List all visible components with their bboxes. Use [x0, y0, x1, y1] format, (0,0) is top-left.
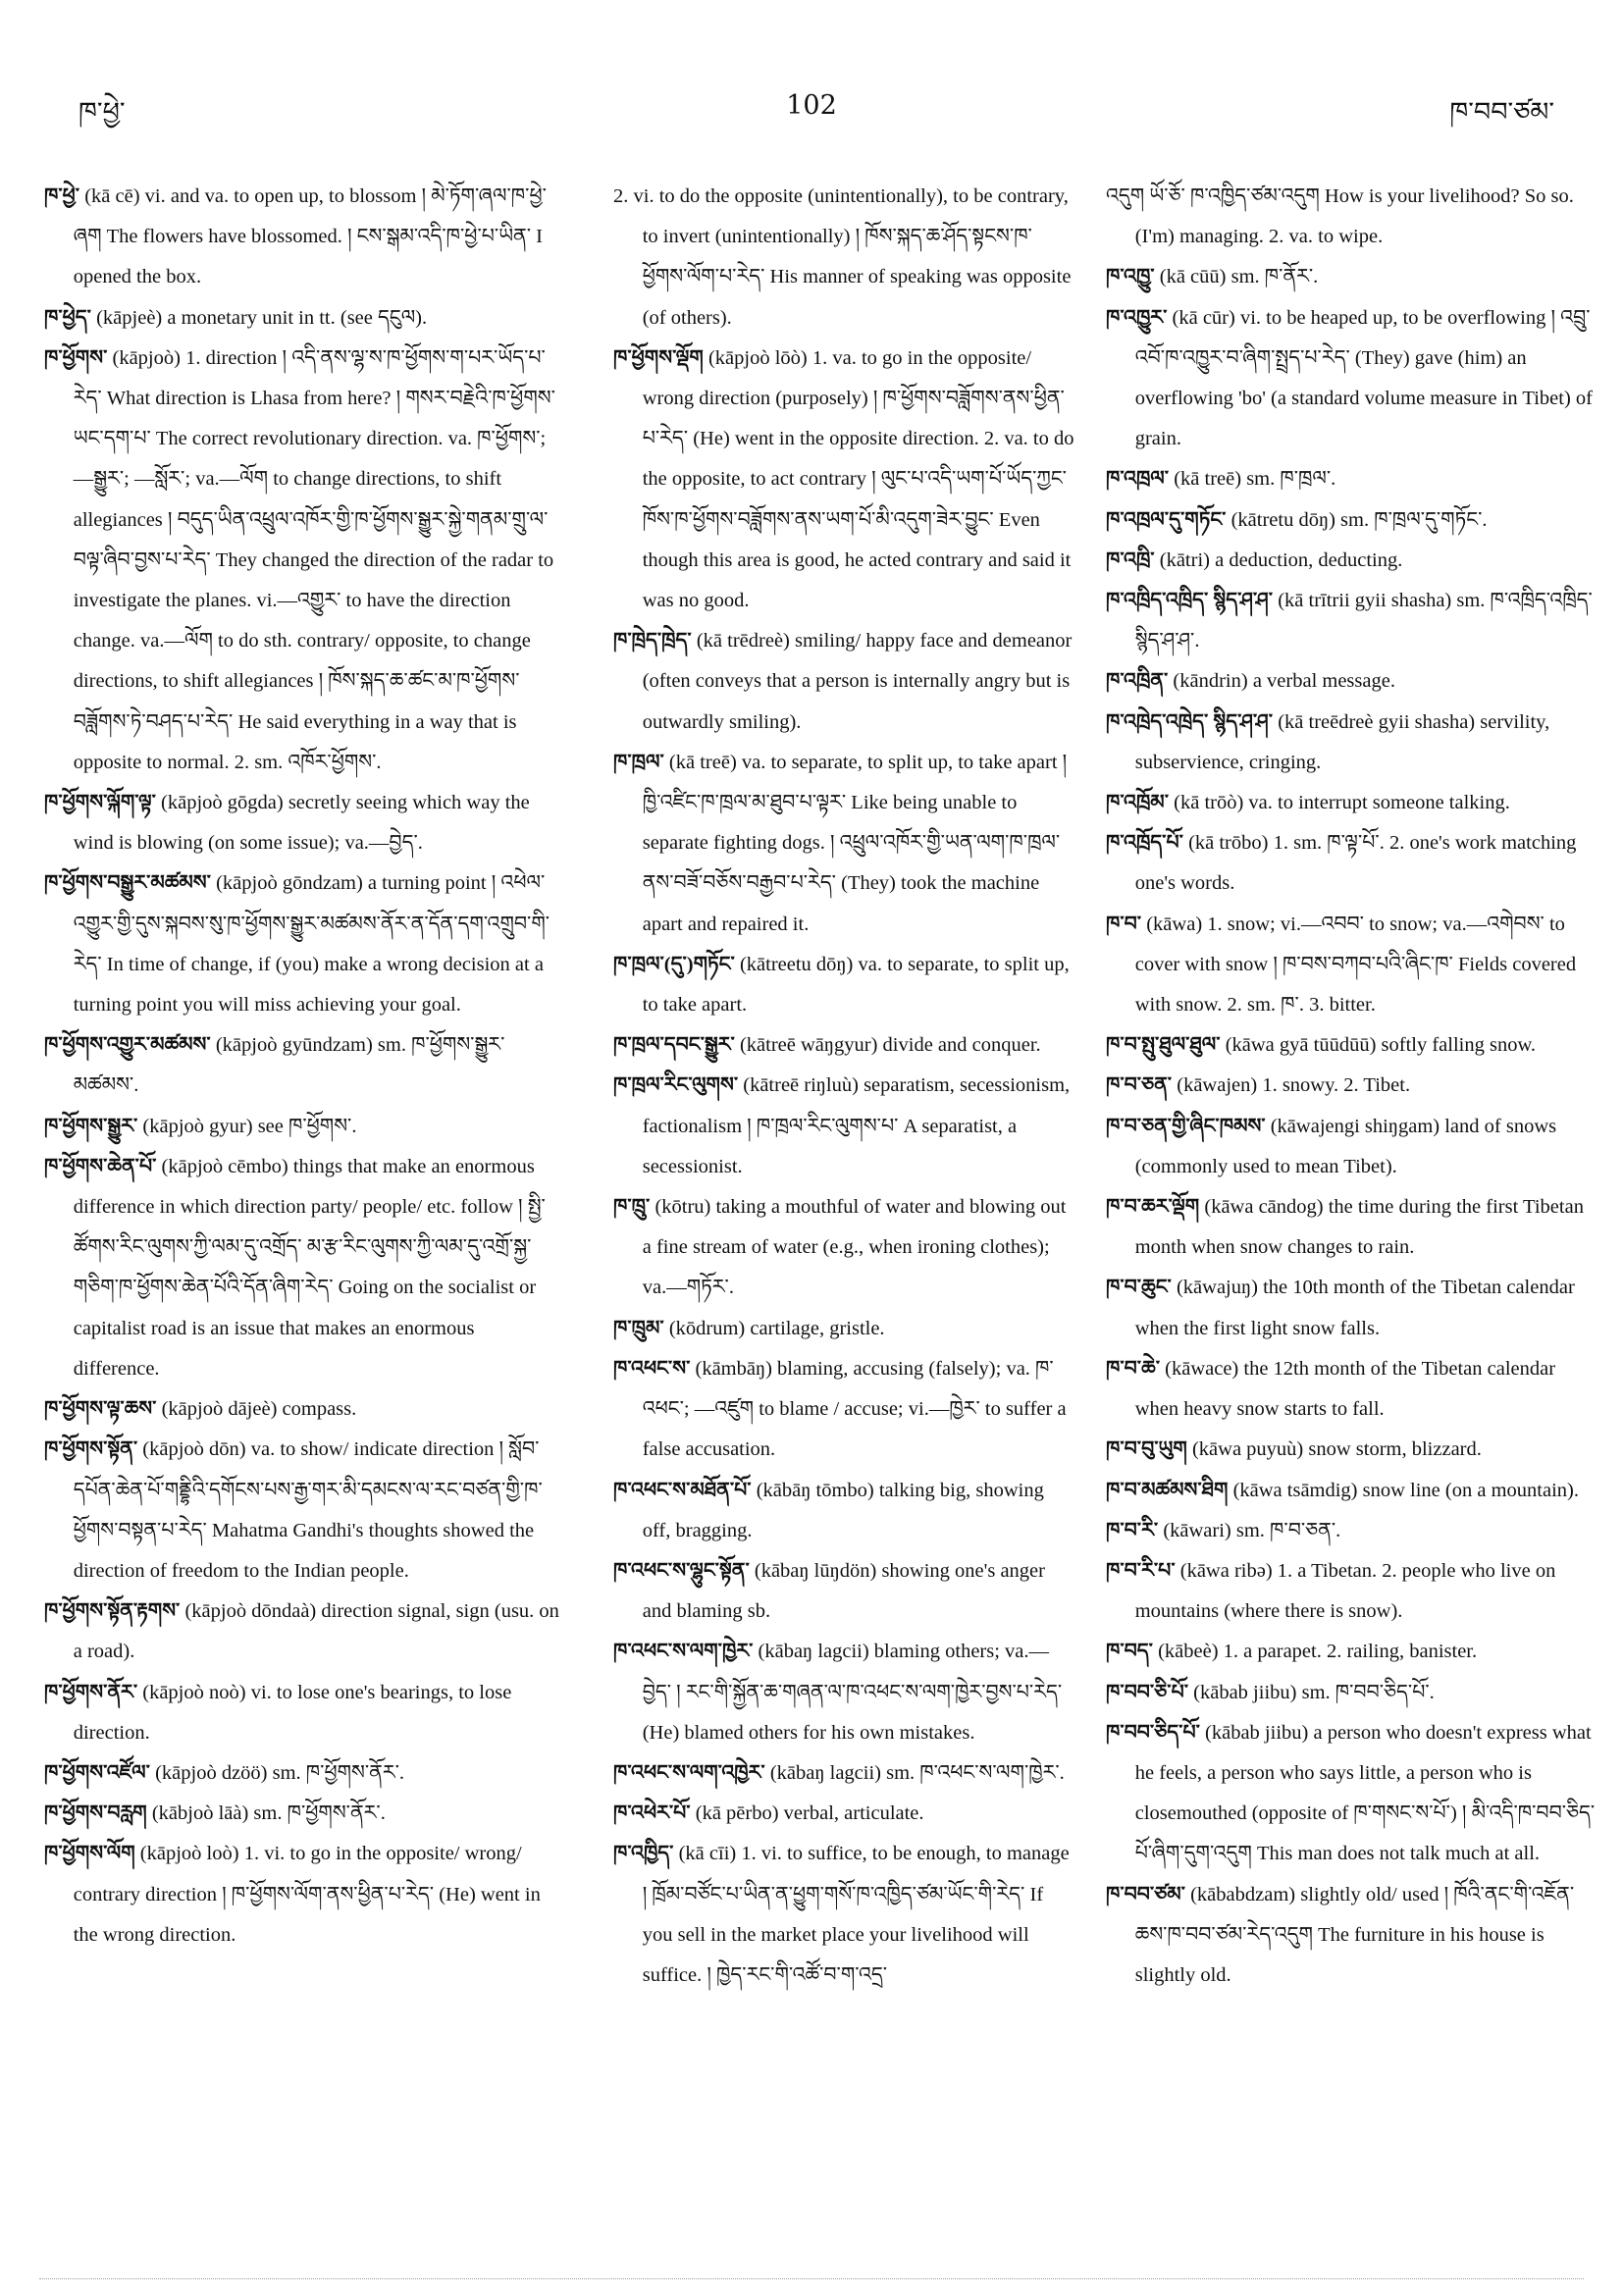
dictionary-entry	[1106, 905, 1597, 1026]
entry-headword: ཁ་ཕྱོགས་ལྡོག	[613, 346, 704, 369]
entry-definition: (kāwajengi shiŋgam) land of snows (commonly used to mean Tibet).	[1134, 1115, 1557, 1177]
entry-headword: ཁ་ཁྲལ་དབང་སྒྱུར་	[613, 1034, 735, 1057]
entry-definition: (kābaŋ lūŋdön) showing one's anger and blaming sb.	[642, 1559, 1045, 1623]
entry-definition: (kābāŋ tōmbo) talking big, showing off, bragging.	[642, 1479, 1044, 1541]
dictionary-entry	[1106, 1713, 1597, 1875]
dictionary-entry	[1106, 1673, 1597, 1713]
entry-headword: ཁ་བ་རི་པ་	[1106, 1559, 1176, 1582]
entry-headword: ཁ་ཁྲུམ་	[613, 1317, 664, 1339]
dictionary-entry	[613, 1349, 1074, 1471]
dictionary-entry	[1106, 257, 1597, 297]
entry-definition: (kā trōbo) 1. sm. ཁ་ལྟ་པོ་. 2. one's work matching one's words.	[1134, 832, 1577, 895]
entry-headword: ཁ་བབ་ཅིད་པོ་	[1106, 1721, 1200, 1744]
entry-definition: (kābab jiibu) sm. ཁ་བབ་ཅིད་པོ་.	[1188, 1681, 1435, 1703]
entry-definition: (kāwajuŋ) the 10th month of the Tibetan calendar when the first light snow falls.	[1134, 1277, 1575, 1339]
entry-headword: ཁ་ཕྱོགས་སྒྱུར་	[44, 1115, 138, 1137]
entry-headword: ཁ་ཕྱེད་	[44, 306, 91, 329]
entry-headword: ཁ་ཕྱོགས་སྟོན་རྟགས་	[44, 1600, 181, 1623]
entry-definition: (kāpjeè) a monetary unit in tt. (see དངུལ).	[90, 306, 428, 329]
dictionary-entry	[613, 1794, 1074, 1834]
dictionary-entry	[44, 1753, 564, 1794]
dictionary-entry	[1106, 1632, 1597, 1672]
dictionary-entry	[1106, 703, 1597, 783]
entry-headword: ཁ་བ་ཆེ་	[1106, 1357, 1161, 1380]
entry-headword: ཁ་བབ་ཙམ་	[1106, 1883, 1185, 1905]
entry-definition: (kāwace) the 12th month of the Tibetan calendar when heavy snow starts to fall.	[1134, 1357, 1556, 1421]
entry-definition: (kōtru) taking a mouthful of water and blowing out a fine stream of water (e.g., when ironing clothes); va.—གཏོར་.	[642, 1196, 1067, 1299]
entry-headword: ཁ་འཕང་ས་མཐོན་པོ་	[613, 1479, 752, 1501]
dictionary-entry	[44, 1025, 564, 1106]
entry-definition: (kātreetu dōŋ) va. to separate, to split up, to take apart.	[642, 953, 1070, 1017]
dictionary-entry	[613, 1551, 1074, 1632]
page-number: 102	[786, 90, 837, 121]
entry-definition: (kāwa puyuù) snow storm, blizzard.	[1186, 1438, 1482, 1461]
entry-definition: (kā pērbo) verbal, articulate.	[690, 1802, 924, 1825]
entry-headword: ཁ་ཁྲལ་རིང་ལུགས་	[613, 1074, 739, 1097]
entry-headword: ཁ་འཕང་ས་ལྷུང་སྟོན་	[613, 1559, 750, 1582]
entry-definition: (kātretu dōŋ) sm. ཁ་ཁྲལ་དུ་གཏོང་.	[1226, 508, 1488, 531]
dictionary-entry	[44, 863, 564, 1025]
entry-headword: ཁ་འཁྲིན་	[1106, 670, 1169, 693]
dictionary-entry	[613, 621, 1074, 743]
entry-definition: (kōdrum) cartilage, gristle.	[663, 1317, 885, 1339]
dictionary-entry	[1106, 1349, 1597, 1430]
entry-headword: ཁ་ཕྱོགས་ལོག	[44, 1843, 135, 1865]
dictionary-entry	[44, 1107, 564, 1147]
dictionary-entry	[1106, 1187, 1597, 1268]
entry-definition: (kā treē) va. to separate, to split up, to take apart ། ཁྱི་འཛིང་ཁ་ཁྲལ་མ་ཐུབ་པ་ལྟར་ Like being unable to separate fighting dogs. ། འཕྲུལ་འཁོར་གྱི་ཡན་ལག་ཁ་ཁྲལ་ནས་བཟོ་བཅོས་བརྒྱབ་པ་རེད་ (They) took the machine apart and repaired it.	[642, 751, 1068, 935]
entry-headword: ཁ་ཕྱོགས་འཛོལ་	[44, 1761, 150, 1784]
entry-definition: (kāpjoò cēmbo) things that make an enormous difference in which direction party/ people/ etc. follow ། སྤྱི་ཚོགས་རིང་ལུགས་ཀྱི་ལམ་དུ་འགྲོད་ མ་རྩ་རིང་ལུགས་ཀྱི་ལམ་དུ་འགྲོ་སྐྱ་གཅིག་ཁ་ཕྱོགས་ཆེན་པོའི་དོན་ཞིག་རེད་ Going on the socialist or capitalist road is an issue that makes an enormous difference.	[73, 1155, 546, 1380]
entry-headword: ཁ་འཕང་ས་ལག་འཁྱེར་	[613, 1761, 765, 1784]
entry-definition: (kā cīi) 1. vi. to suffice, to be enough, to manage ། ཁྲོམ་བཙོང་པ་ཡིན་ན་ཕྱུག་གསོ་ཁ་འཁྱིད་ཙམ་ཡོང་གི་རེད་ If you sell in the market place your livelihood will suffice. ། ཁྱེད་རང་གི་འཚོ་བ་ག་འདྲ་	[642, 1843, 1070, 1986]
header-right-guideword: ཁ་བབ་ཙམ་	[1449, 97, 1554, 128]
dictionary-entry	[613, 945, 1074, 1025]
dictionary-entry	[613, 1471, 1074, 1551]
entry-definition: (kāmbāŋ) blaming, accusing (falsely); va. ཁ་འཕང་; —འཛུག to blame / accuse; vi.—ཁྱེར་ to suffer a false accusation.	[642, 1357, 1067, 1461]
dictionary-entry	[613, 1066, 1074, 1187]
entry-definition: (kāwa) 1. snow; vi.—འབབ་ to snow; va.—འགེབས་ to cover with snow ། ཁ་བས་བཀབ་པའི་ཞིང་ཁ་ Fields covered with snow. 2. sm. ཁ་. 3. bitter.	[1134, 913, 1577, 1017]
entry-headword: ཁ་ཁྲེད་ཁྲེད་	[613, 630, 692, 652]
entry-headword: ཁ་འཁྲལ་	[1106, 468, 1170, 491]
entry-definition: (kātreē wāŋgyur) divide and conquer.	[734, 1034, 1041, 1057]
entry-headword: ཁ་བ་ཅན་	[1106, 1074, 1173, 1097]
entry-headword: ཁ་འཁྱིད་	[613, 1843, 674, 1865]
entry-definition: (kātri) a deduction, deducting.	[1154, 548, 1403, 571]
entry-definition: (kāwa gyā tūūdūū) softly falling snow.	[1220, 1034, 1537, 1057]
entry-headword: ཁ་ཕྱོགས་ལྟ་ཆས་	[44, 1398, 157, 1421]
dictionary-entry	[1106, 1025, 1597, 1066]
entry-headword: ཁ་བ་རི་	[1106, 1519, 1159, 1541]
column-1	[44, 177, 564, 2247]
entry-headword: ཁ་འཁྲིད་འཁྲིད་ སྙིད་ཤ་ཤ་	[1106, 590, 1274, 612]
dictionary-entry	[1106, 177, 1597, 257]
entry-definition: (kābab jiibu) a person who doesn't express what he feels, a person who says little, a person who is closemouthed (opposite of ཁ་གསང་ས་པོ་) ། མི་འདི་ཁ་བབ་ཅིད་པོ་ཞིག་དུག་འདུག This man does not talk much at all.	[1134, 1721, 1596, 1865]
entry-headword: ཁ་འཕང་ས་ལག་ཁྱེར་	[613, 1641, 754, 1663]
entry-definition: འདུག ཡོ་ཅོ་ ཁ་འཁྱིད་ཙམ་འདུག How is your livelihood? So so. (I'm) managing. 2. va. to wipe.	[1106, 185, 1574, 248]
dictionary-entry	[613, 177, 1074, 339]
entry-headword: ཁ་ཕྱོགས་བརླག	[44, 1802, 147, 1825]
dictionary-entry	[1106, 1471, 1597, 1511]
dictionary-entry	[1106, 1511, 1597, 1551]
dictionary-entry	[1106, 783, 1597, 823]
entry-definition: (kāpjoò loò) 1. vi. to go in the opposite/ wrong/ contrary direction ། ཁ་ཕྱོགས་ལོག་ནས་ཕྱིན་པ་རེད་ (He) went in the wrong direction.	[73, 1843, 541, 1946]
dictionary-entry	[1106, 581, 1597, 661]
dictionary-entry	[1106, 1430, 1597, 1470]
dictionary-entry	[613, 1309, 1074, 1349]
dictionary-entry	[613, 1025, 1074, 1066]
entry-headword: ཁ་བ་ཅན་གྱི་ཞིང་ཁམས་	[1106, 1115, 1266, 1137]
entry-headword: ཁ་འཁྲལ་དུ་གཏོང་	[1106, 508, 1227, 531]
entry-headword: ཁ་འཁྱུ་	[1106, 266, 1155, 288]
dictionary-entry	[44, 339, 564, 783]
entry-headword: ཁ་བ་	[1106, 913, 1142, 935]
entry-headword: ཁ་འཁྲེད་འཁྲེད་ སྙིད་ཤ་ཤ་	[1106, 710, 1274, 733]
entry-headword: ཁ་ཕྱོགས་འགྱུར་མཚམས་	[44, 1034, 211, 1057]
entry-definition: (kābjoò lāà) sm. ཁ་ཕྱོགས་ནོར་.	[146, 1802, 386, 1825]
dictionary-entry	[613, 1187, 1074, 1309]
entry-definition: (kā treēdreè gyii shasha) servility, subservience, cringing.	[1134, 710, 1550, 773]
dictionary-entry	[1106, 1268, 1597, 1348]
dictionary-entry	[44, 1834, 564, 1956]
entry-definition: (kāwa tsāmdig) snow line (on a mountain).	[1228, 1479, 1579, 1501]
dictionary-entry	[44, 177, 564, 298]
entry-definition: (kāpjoò dājeè) compass.	[156, 1398, 357, 1421]
entry-definition: (kāwajen) 1. snowy. 2. Tibet.	[1172, 1074, 1411, 1097]
entry-headword: ཁ་འཕེར་པོ་	[613, 1802, 691, 1825]
entry-definition: (kābaŋ lagcii) blaming others; va.—བྱེད་ ། རང་གི་སྐྱོན་ཆ་གཞན་ལ་ཁ་འཕང་ས་ལག་ཁྱེར་བྱས་པ་རེད་ (He) blamed others for his own mistakes.	[642, 1641, 1063, 1744]
entry-definition: (kāpjoò gōndzam) a turning point ། འཕེལ་འགྱུར་གྱི་དུས་སྐབས་སུ་ཁ་ཕྱོགས་སྒྱུར་མཚམས་ནོར་ན་དོན་དག་འགྲུབ་གི་རེད་ In time of change, if (you) make a wrong decision at a turning point you will miss achieving your goal.	[73, 872, 550, 1017]
entry-definition: (kābaŋ lagcii) sm. ཁ་འཕང་ས་ལག་ཁྱེར་.	[764, 1761, 1065, 1784]
entry-headword: ཁ་ཕྱོགས་	[44, 346, 108, 369]
column-3	[1106, 177, 1597, 2247]
entry-headword: ཁ་འཁྲོད་པོ་	[1106, 832, 1183, 855]
entry-definition: (kābeè) 1. a parapet. 2. railing, banister.	[1152, 1641, 1478, 1663]
entry-headword: ཁ་ཕྱོགས་སྟོན་	[44, 1438, 138, 1461]
dictionary-entry	[1106, 298, 1597, 460]
entry-headword: ཁ་འཁྲོམ་	[1106, 792, 1170, 814]
dictionary-entry	[44, 1430, 564, 1592]
entry-definition: (kāwa cāndog) the time during the first Tibetan month when snow changes to rain.	[1134, 1196, 1584, 1259]
entry-definition: (kāwari) sm. ཁ་བ་ཅན་.	[1158, 1519, 1341, 1541]
entry-headword: ཁ་བ་སྤུ་ཐུལ་ཐུལ་	[1106, 1034, 1221, 1057]
entry-headword: ཁ་ཁྲུ་	[613, 1196, 651, 1219]
bottom-rule	[39, 2278, 1584, 2279]
entry-definition: (kāpjoò dōn) va. to show/ indicate direction ། སློབ་དཔོན་ཆེན་པོ་གནྡྷིའི་དགོངས་པས་རྒྱ་གར་མི་དམངས་ལ་རང་བཙན་གྱི་ཁ་ཕྱོགས་བསྟན་པ་རེད་ Mahatma Gandhi's thoughts showed the direction of freedom to the Indian people.	[73, 1438, 543, 1582]
entry-headword: ཁ་བ་མཚམས་ཐིག	[1106, 1479, 1229, 1501]
dictionary-entry	[613, 1632, 1074, 1753]
entry-headword: ཁ་ཕྱེ་	[44, 185, 80, 207]
entry-definition: 2. vi. to do the opposite (unintentionally), to be contrary, to invert (unintentionally) ། ཁོས་སྐད་ཆ་ཤོད་སྟངས་ཁ་ཕྱོགས་ལོག་པ་རེད་ His manner of speaking was opposite (of others).	[613, 185, 1072, 329]
entry-definition: (kāpjoò gyūndzam) sm. ཁ་ཕྱོགས་སྒྱུར་མཚམས་.	[73, 1034, 505, 1097]
dictionary-entry	[1106, 541, 1597, 581]
entry-definition: (kāpjoò) 1. direction ། འདི་ནས་ལྷ་ས་ཁ་ཕྱོགས་ག་པར་ཡོད་པ་རེད་ What direction is Lhasa from here? ། གསར་བརྗེའི་ཁ་ཕྱོགས་ཡང་དག་པ་ The correct revolutionary direction. va. ཁ་ཕྱོགས་; —སྒྱུར་; —སློར་; va.—ལོག to change directions, to shift allegiances ། བདུད་ཡིན་འཕྲུལ་འཁོར་གྱི་ཁ་ཕྱོགས་སྒྱུར་སྐྱེ་གནམ་གྲུ་ལ་བལྟ་ཞིབ་བྱས་པ་རེད་ They changed the direction of the radar to investigate the planes. vi.—འགྱུར་ to have the direction change. va.—ལོག to do sth. contrary/ opposite, to change directions, to shift allegiances ། ཁོས་སྐད་ཆ་ཚང་མ་ཁ་ཕྱོགས་བཟློགས་ཏེ་བཤད་པ་རེད་ He said everything in a way that is opposite to normal. 2. sm. འཁོར་ཕྱོགས་.	[73, 346, 555, 773]
dictionary-entry	[1106, 661, 1597, 702]
entry-definition: (kāwa ribə) 1. a Tibetan. 2. people who live on mountains (where there is snow).	[1134, 1559, 1556, 1623]
entry-definition: (kāpjoò noò) vi. to lose one's bearings, to lose direction.	[73, 1681, 512, 1744]
entry-definition: (kātreē riŋluù) separatism, secessionism, factionalism ། ཁ་ཁྲལ་རིང་ལུགས་པ་ A separatist, a secessionist.	[642, 1074, 1071, 1177]
entry-headword: ཁ་ཕྱོགས་ཆེན་པོ་	[44, 1155, 157, 1177]
entry-definition: (kāpjoò lōò) 1. va. to go in the opposite/ wrong direction (purposely) ། ཁ་ཕྱོགས་བཟློགས་ནས་ཕྱིན་པ་རེད་ (He) went in the opposite direction. 2. va. to do the opposite, to act contrary ། ལུང་པ་འདི་ཡག་པོ་ཡོད་ཀྱང་ ཁོས་ཁ་ཕྱོགས་བཟློགས་ནས་ཡག་པོ་མི་འདུག་ཟེར་བྱུང་ Even though this area is good, he acted contrary and said it was no good.	[642, 346, 1074, 612]
entry-definition: (kāpjoò dzöö) sm. ཁ་ཕྱོགས་ནོར་.	[149, 1761, 405, 1784]
entry-definition: (kābabdzam) slightly old/ used ། ཁོའི་ནང་གི་འཇོན་ཆས་ཁ་བབ་ཙམ་རེད་འདུག The furniture in his house is slightly old.	[1134, 1883, 1575, 1986]
entry-definition: (kā cūr) vi. to be heaped up, to be overflowing ། འབྲུ་འབོ་ཁ་འཁྱུར་བ་ཞིག་སྤྲད་པ་རེད་ (They) gave (him) an overflowing 'bo' (a standard volume measure in Tibet) of grain.	[1134, 306, 1593, 450]
dictionary-entry	[44, 1794, 564, 1834]
dictionary-entry	[613, 743, 1074, 945]
entry-headword: ཁ་འཁྱུར་	[1106, 306, 1168, 329]
dictionary-entry	[44, 1389, 564, 1430]
entry-headword: ཁ་བ་ཆར་ལྡོག	[1106, 1196, 1200, 1219]
entry-headword: ཁ་ཁྲལ་	[613, 751, 664, 773]
entry-definition: (kā treē) sm. ཁ་ཁྲལ་.	[1169, 468, 1336, 491]
entry-definition: (kā cē) vi. and va. to open up, to blossom ། མེ་ཏོག་ཞལ་ཁ་ཕྱེ་ཞག The flowers have blossomed. ། ངས་སྒམ་འདི་ཁ་ཕྱེ་པ་ཡིན་ I opened the box.	[73, 185, 547, 288]
entry-headword: ཁ་ཕྱོགས་བསྒྱུར་མཚམས་	[44, 872, 211, 895]
entry-definition: (kāpjoò gōgda) secretly seeing which way the wind is blowing (on some issue); va.—བྱེད་.	[73, 792, 530, 855]
entry-headword: ཁ་ཕྱོགས་ལྐོག་ལྟ་	[44, 792, 156, 814]
entry-definition: (kāndrin) a verbal message.	[1168, 670, 1395, 693]
entry-definition: (kā cūū) sm. ཁ་ནོར་.	[1154, 266, 1319, 288]
entry-headword: ཁ་འཕང་ས་	[613, 1357, 691, 1380]
entry-headword: ཁ་ཕྱོགས་ནོར་	[44, 1681, 138, 1703]
dictionary-entry	[44, 1147, 564, 1389]
column-2	[613, 177, 1074, 2247]
entry-headword: ཁ་བ་ཆུང་	[1106, 1277, 1172, 1299]
dictionary-entry	[1106, 1066, 1597, 1106]
dictionary-entry	[1106, 459, 1597, 499]
dictionary-entry	[613, 339, 1074, 621]
entry-definition: (kāpjoò dōndaà) direction signal, sign (usu. on a road).	[73, 1600, 559, 1663]
entry-headword: ཁ་བད་	[1106, 1641, 1153, 1663]
dictionary-entry	[44, 783, 564, 863]
entry-definition: (kā trītrii gyii shasha) sm. ཁ་འཁྲིད་འཁྲིད་ སྙིད་ཤ་ཤ་.	[1134, 590, 1593, 652]
header-left-guideword: ཁ་ཕྱེ་	[79, 97, 126, 128]
dictionary-entry	[44, 1673, 564, 1753]
dictionary-entry	[613, 1753, 1074, 1794]
entry-definition: (kāpjoò gyur) see ཁ་ཕྱོགས་.	[137, 1115, 357, 1137]
dictionary-entry	[1106, 500, 1597, 541]
entry-definition: (kā trōò) va. to interrupt someone talking.	[1169, 792, 1510, 814]
dictionary-entry	[44, 1592, 564, 1672]
dictionary-entry	[1106, 1875, 1597, 1997]
dictionary-entry	[613, 1834, 1074, 1996]
entry-headword: ཁ་ཁྲལ་(དུ་)གཏོང་	[613, 953, 735, 975]
entry-headword: ཁ་འཁྲི་	[1106, 548, 1155, 571]
entry-headword: ཁ་བབ་ཅི་པོ་	[1106, 1681, 1189, 1703]
dictionary-entry	[1106, 823, 1597, 904]
dictionary-entry	[44, 298, 564, 339]
entry-definition: (kā trēdreè) smiling/ happy face and demeanor (often conveys that a person is internally angry but is outwardly smiling).	[642, 630, 1073, 733]
entry-headword: ཁ་བ་བུ་ཡུག	[1106, 1438, 1187, 1461]
dictionary-entry	[1106, 1551, 1597, 1632]
dictionary-entry	[1106, 1107, 1597, 1187]
